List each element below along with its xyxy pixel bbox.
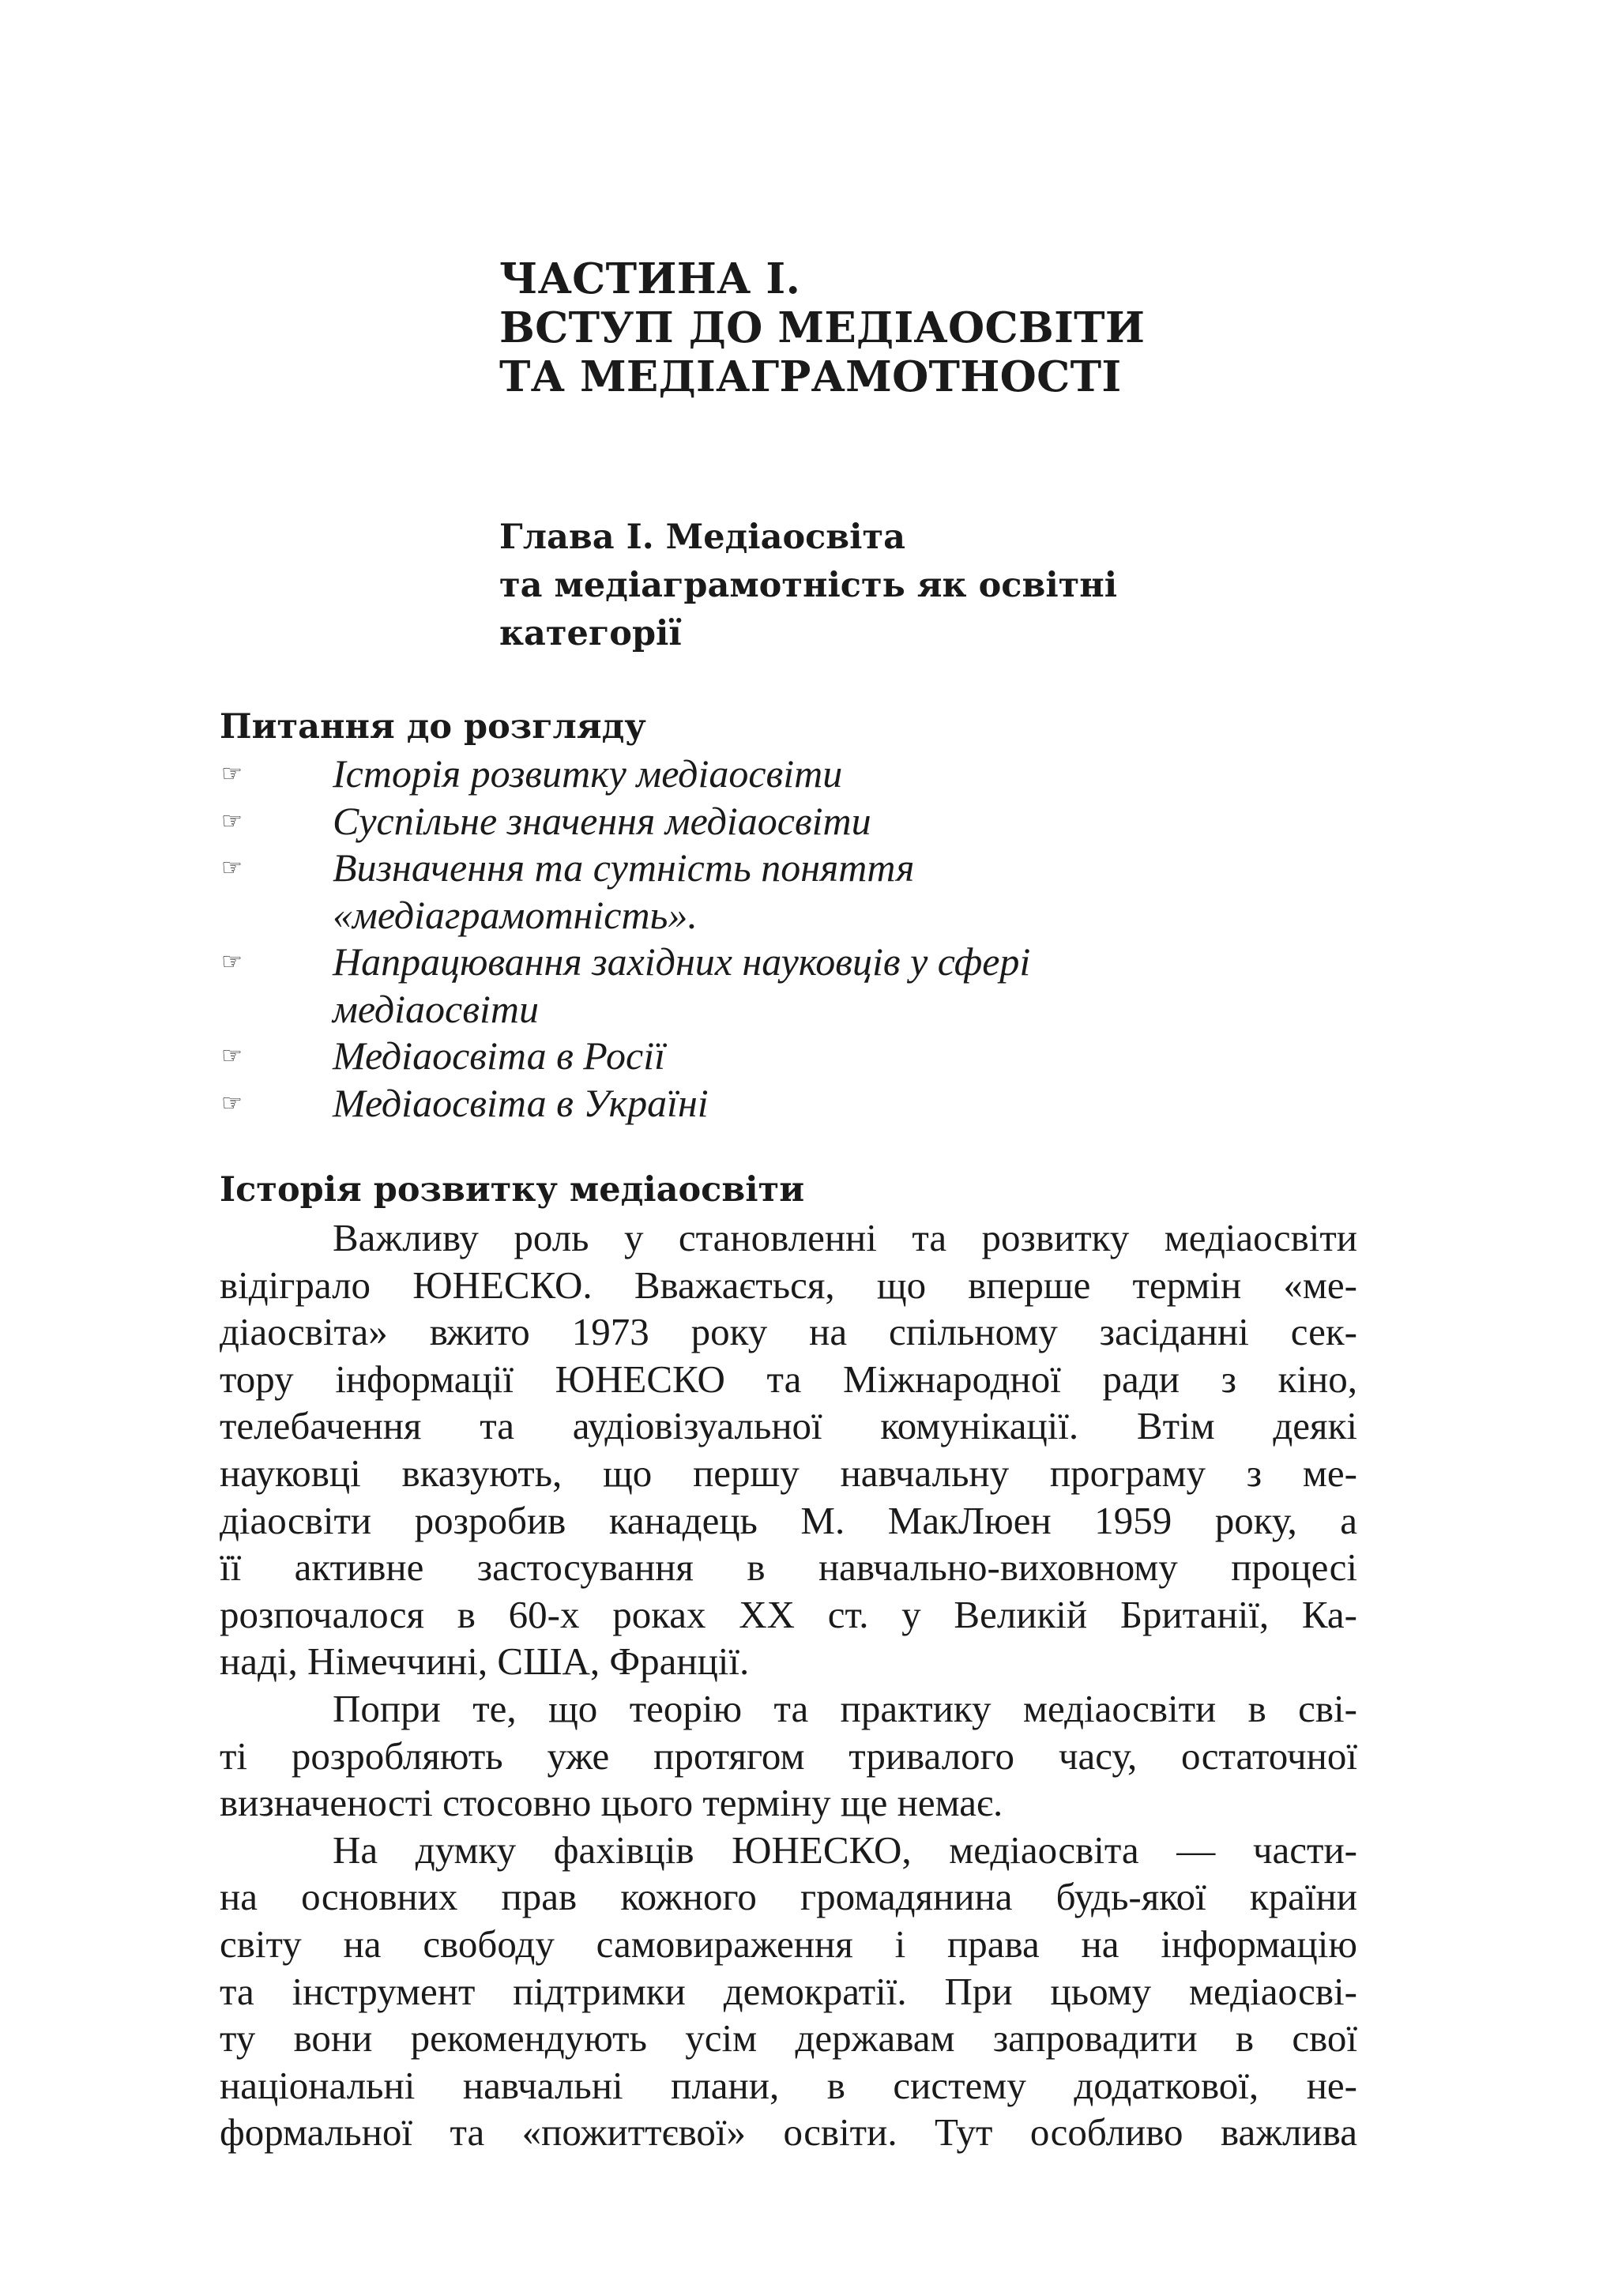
body-line: визначеності стосовно цього терміну ще немає. [220, 1781, 1003, 1825]
section-heading: Історія розвитку медіаосвіти [220, 1170, 805, 1210]
body-line: її активне застосування в навчально-виховному процесі [220, 1545, 1357, 1590]
body-line: діаосвіти розробив канадець М. МакЛюен 1959 року, а [220, 1498, 1357, 1542]
chapter-title-line: категорії [499, 614, 682, 653]
question-line: Визначення та сутність поняття [333, 845, 915, 890]
body-line: На думку фахівців ЮНЕСКО, медіаосвіта — части- [333, 1827, 1357, 1872]
pointing-hand-icon: ☞ [221, 1089, 243, 1117]
body-line: ті розробляють уже протягом тривалого часу, остаточної [220, 1733, 1357, 1778]
body-line: та інструмент підтримки демократії. При цьому медіаосві- [220, 1969, 1357, 2013]
body-line: Попри те, що теорію та практику медіаосвіти в сві- [333, 1686, 1357, 1730]
part-title-line: ТА МЕДІАГРАМОТНОСТІ [499, 352, 1122, 401]
body-line: розпочалося в 60-х роках XX ст. у Великій Британії, Ка- [220, 1592, 1357, 1636]
body-line: відіграло ЮНЕСКО. Вважається, що вперше термін «ме- [220, 1263, 1357, 1307]
question-item [220, 1033, 1365, 1080]
part-title-line: ВСТУП ДО МЕДІАОСВІТИ [499, 303, 1146, 352]
body-line: діаосвіта» вжито 1973 року на спільному засіданні сек- [220, 1310, 1357, 1354]
pointing-hand-icon: ☞ [221, 760, 243, 788]
body-line: наді, Німеччині, США, Франції. [220, 1639, 750, 1684]
body-line: національні навчальні плани, в систему додаткової, не- [220, 2063, 1357, 2107]
question-item [220, 751, 1365, 798]
body-line: на основних прав кожного громадянина будь-якої країни [220, 1875, 1357, 1919]
question-text [333, 1033, 1365, 1080]
question-item [220, 845, 1365, 939]
question-text [333, 939, 1365, 1033]
pointing-hand-icon: ☞ [221, 1042, 243, 1070]
questions-list [220, 751, 1365, 1127]
question-item [220, 1080, 1365, 1127]
chapter-title-line: Глава I. Медіаосвіта [499, 518, 906, 557]
question-line: Медіаосвіта в Україні [333, 1080, 709, 1125]
body-line: науковці вказують, що першу навчальну програму з ме- [220, 1451, 1357, 1495]
part-title-line: ЧАСТИНА І. [499, 254, 801, 303]
body-line: тору інформації ЮНЕСКО та Міжнародної ради з кіно, [220, 1357, 1357, 1401]
pointing-hand-icon: ☞ [221, 854, 243, 882]
question-line: Суспільне значення медіаосвіти [333, 798, 871, 843]
body-line: ту вони рекомендують усім державам запровадити в свої [220, 2016, 1357, 2061]
part-title [499, 254, 1145, 401]
question-line: «медіаграмотність». [333, 892, 698, 937]
body-line: формальної та «пожиттєвої» освіти. Тут особливо важлива [220, 2110, 1357, 2155]
pointing-hand-icon: ☞ [221, 948, 243, 976]
question-item [220, 939, 1365, 1033]
body-line: Важливу роль у становленні та розвитку медіаосвіти [333, 1216, 1357, 1259]
questions-heading: Питання до розгляду [220, 707, 646, 747]
question-text [333, 845, 1365, 939]
question-line: Медіаосвіта в Росії [333, 1033, 665, 1078]
question-item [220, 798, 1365, 845]
question-text [333, 1080, 1365, 1127]
body-line: телебачення та аудіовізуальної комунікації. Втім деякі [220, 1404, 1357, 1448]
question-text [333, 751, 1365, 798]
pointing-hand-icon: ☞ [221, 807, 243, 835]
question-line: Історія розвитку медіаосвіти [333, 751, 843, 796]
question-text [333, 798, 1365, 845]
question-line: Напрацювання західних науковців у сфері [333, 939, 1031, 984]
section-body [220, 1214, 1357, 2156]
chapter-title-line: та медіаграмотність як освітні [499, 566, 1118, 605]
chapter-title [499, 514, 1117, 658]
question-line: медіаосвіти [333, 986, 539, 1031]
body-line: світу на свободу самовираження і права на інформацію [220, 1921, 1357, 1966]
